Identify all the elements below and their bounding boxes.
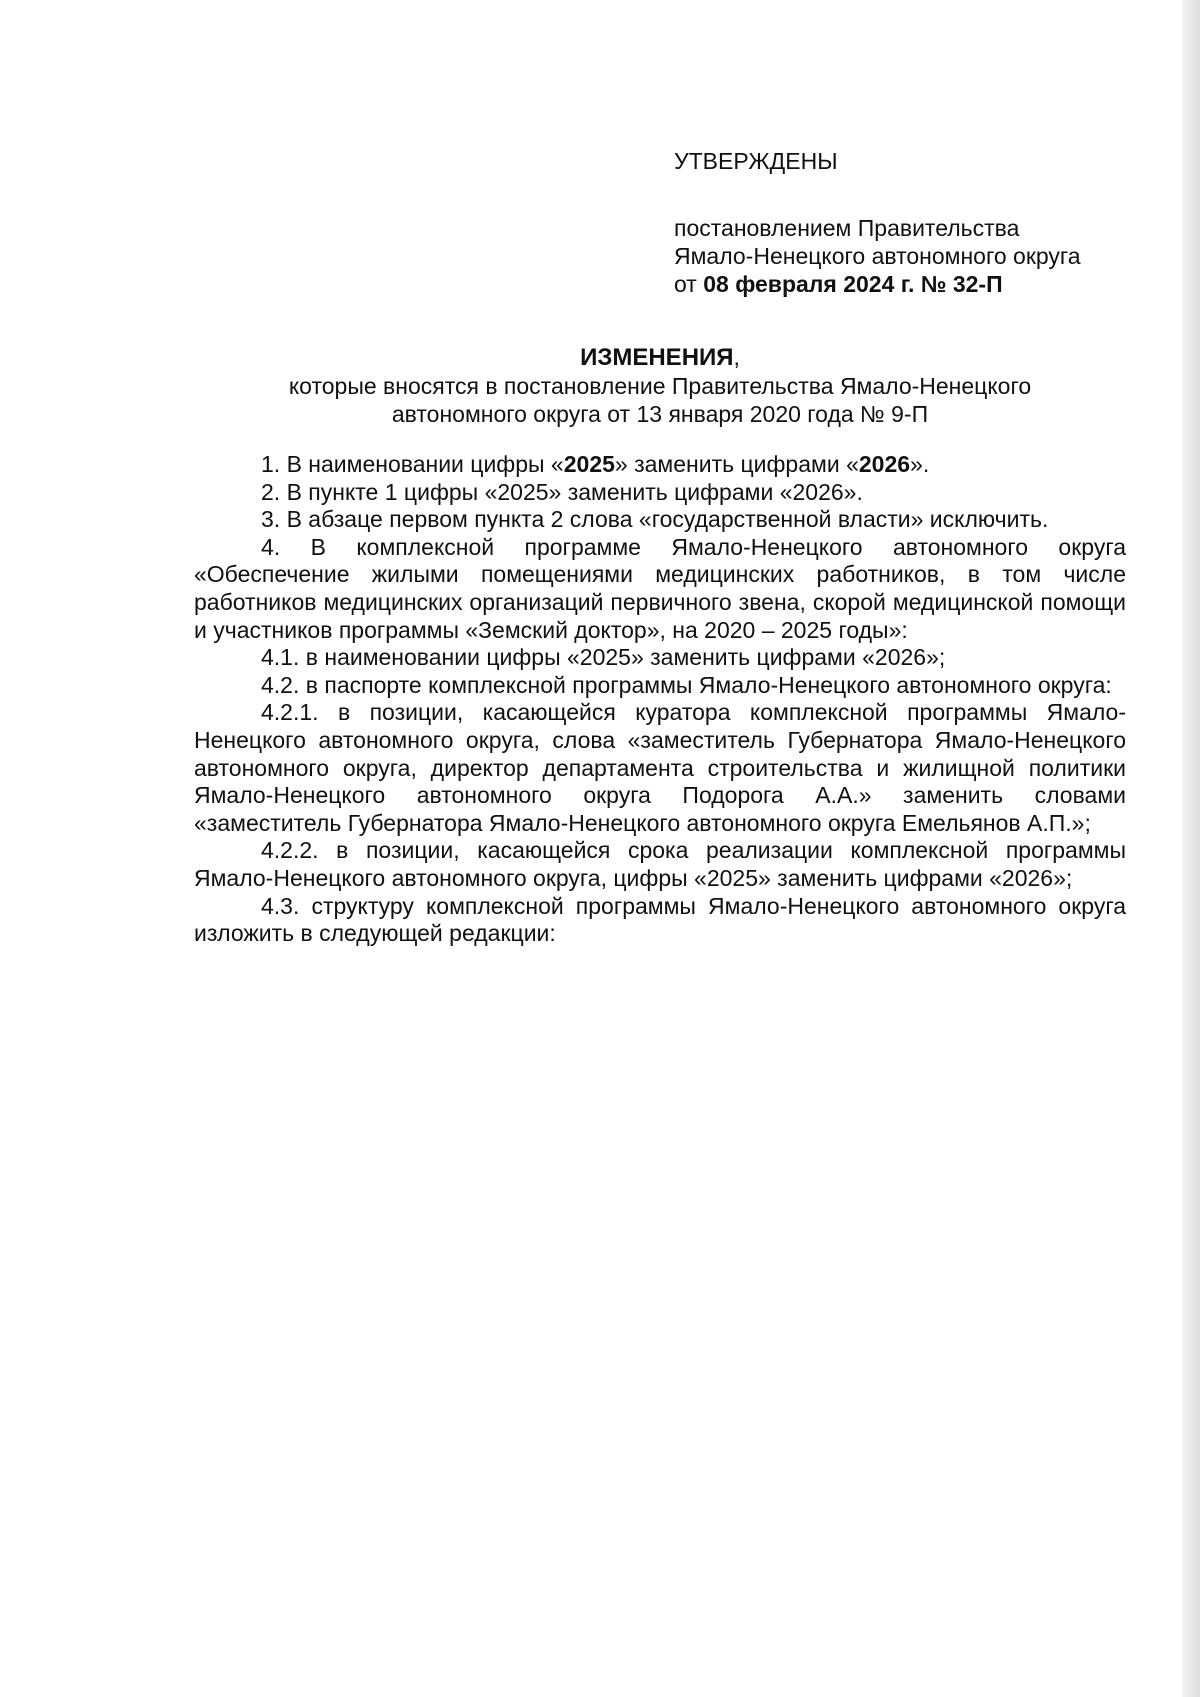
document-body: [194, 451, 1126, 948]
paragraph-1-text-c: » заменить цифрами «: [614, 451, 859, 477]
paragraph-4-2-1: 4.2.1. в позиции, касающейся куратора комплексной программы Ямало-Ненецкого автономного округа, слова «заместитель Губернатора Ямало-Ненецкого автономного округа, директор департамента строительства и жилищной политики Ямало-Ненецкого автономного округа Подорога А.А.» заменить словами «заместитель Губернатора Ямало-Ненецкого автономного округа Емельянов А.П.»;: [194, 699, 1126, 836]
document-subtitle-line-1: которые вносятся в постановление Правительства Ямало-Ненецкого: [288, 373, 1032, 399]
document-title-main: ИЗМЕНЕНИЯ: [580, 344, 734, 371]
approval-line-2: Ямало-Ненецкого автономного округа: [674, 243, 1081, 269]
paragraph-4-1: 4.1. в наименовании цифры «2025» заменить цифрами «2026»;: [261, 644, 946, 671]
paragraph-4-2-2: 4.2.2. в позиции, касающейся срока реализации комплексной программы Ямало-Ненецкого автономного округа, цифры «2025» заменить цифрами «2026»;: [194, 837, 1126, 891]
approval-date-line: [674, 270, 1144, 298]
paragraph-4: 4. В комплексной программе Ямало-Ненецкого автономного округа «Обеспечение жилыми помещениями медицинских работников, в том числе работников медицинских организаций первичного звена, скорой медицинской помощи и участников программы «Земский доктор», на 2020 – 2025 годы»:: [194, 533, 1126, 643]
paragraph-1-text-e: ».: [910, 451, 930, 477]
approval-heading: УТВЕРЖДЕНЫ: [674, 148, 838, 174]
paragraph-2: 2. В пункте 1 цифры «2025» заменить цифрами «2026».: [261, 478, 863, 505]
document-title-block: [194, 343, 1126, 428]
page-edge-shadow: [1182, 0, 1200, 1697]
paragraph-1-text-a: 1. В наименовании цифры «: [261, 451, 564, 477]
paragraph-1-bold-2026: 2026: [858, 451, 911, 477]
paragraph-4-3: 4.3. структуру комплексной программы Ямало-Ненецкого автономного округа изложить в следующей редакции:: [194, 892, 1126, 947]
paragraph-3: 3. В абзаце первом пункта 2 слова «государственной власти» исключить.: [261, 506, 1049, 533]
document-title-suffix: ,: [733, 344, 740, 370]
document-subtitle-line-2: автономного округа от 13 января 2020 года № 9-П: [391, 401, 929, 427]
approval-date-number: 08 февраля 2024 г. № 32-П: [703, 271, 1003, 297]
paragraph-4-2: 4.2. в паспорте комплексной программы Ямало-Ненецкого автономного округа:: [261, 671, 1112, 698]
paragraph-1-bold-2025: 2025: [563, 451, 615, 477]
document-title: [194, 343, 1126, 372]
approval-line-1: постановлением Правительства: [674, 215, 1020, 241]
approval-stamp-block: [674, 147, 1144, 298]
paragraph-1: [194, 451, 1126, 479]
approval-date-prefix: от: [674, 271, 697, 297]
